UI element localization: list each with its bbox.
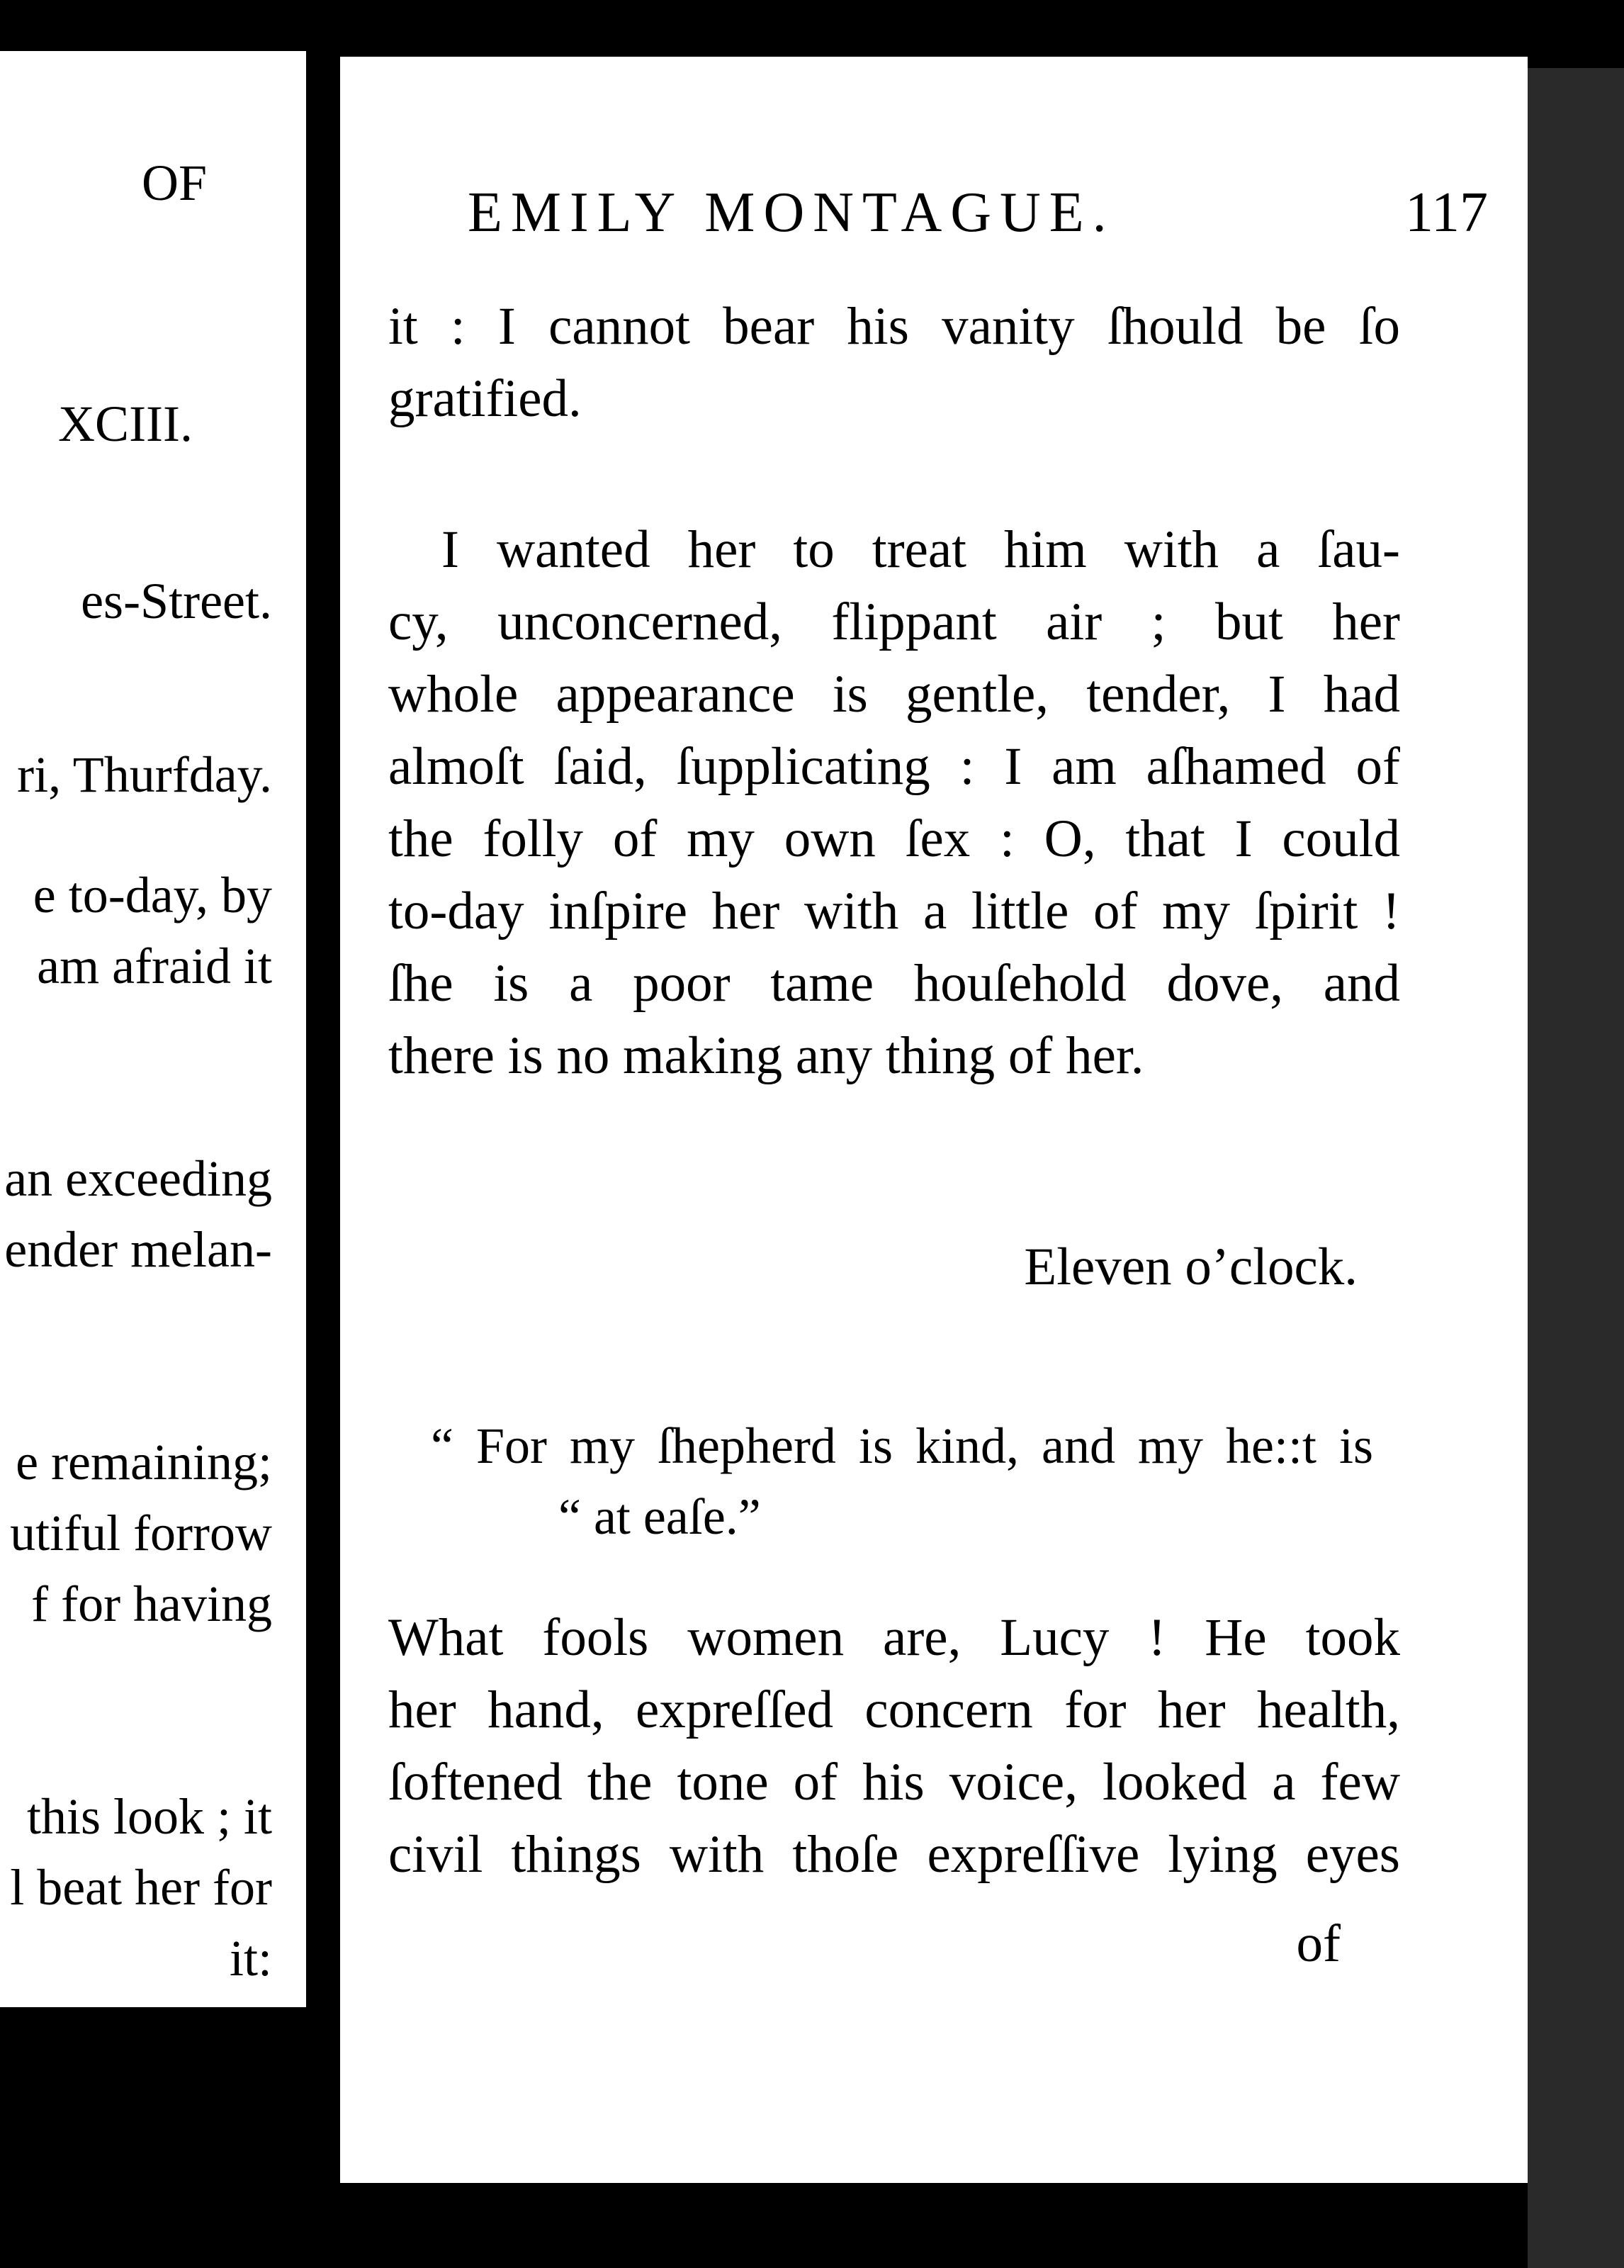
left-fragment-line: this look ; it [26,1788,272,1845]
verse-quotation [431,1410,1373,1552]
text-line: almoſt ſaid, ſupplicating : I am aſhamed of [388,737,1400,796]
text-line: her hand, expreſſed concern for her health, [388,1680,1400,1739]
left-fragment-line: it: [229,1930,272,1987]
text-line: What fools women are, Lucy ! He took [388,1608,1400,1667]
text-line: whole appearance is gentle, tender, I had [388,665,1400,724]
page-header [468,181,1488,266]
text-line: gratified. [388,369,582,428]
text-line: ſoftened the tone of his voice, looked a few [388,1753,1400,1812]
text-line: the folly of my own ſex : O, that I could [388,809,1400,868]
left-page [0,51,306,2007]
left-fragment-chapter: XCIII. [58,395,193,452]
left-fragment-date: ri, Thurfday. [17,746,272,803]
paragraph [388,514,1400,1092]
left-fragment-line: f for having [31,1576,272,1632]
left-fragment-street: es-Street. [81,573,272,629]
left-fragment-line: an exceeding [4,1150,272,1207]
left-fragment-line: utiful forrow [10,1505,272,1561]
text-line: civil things with thoſe expreſſive lying eyes [388,1825,1400,1884]
text-line: ſhe is a poor tame houſehold dove, and [388,954,1400,1013]
text-line: I wanted her to treat him with a ſau- [441,520,1400,579]
catchword: of [1296,1914,1341,1973]
left-fragment-line: ender melan- [4,1221,272,1278]
text-line: to-day inſpire her with a little of my ſpirit ! [388,882,1400,941]
text-line: cy, unconcerned, flippant air ; but her [388,593,1400,651]
right-page [340,57,1528,2183]
paragraph [388,291,1400,435]
verse-line: “ at eaſe.” [558,1488,761,1545]
left-fragment-line: l beat her for [10,1859,272,1916]
left-fragment-line: am afraid it [37,938,272,994]
left-fragment-line: e to-day, by [33,867,272,924]
paragraph [388,1602,1400,1891]
text-line: there is no making any thing of her. [388,1026,1144,1085]
left-fragment-line: e remaining; [16,1434,272,1491]
page-number: 117 [1404,181,1488,244]
running-title: EMILY MONTAGUE. [468,181,1115,244]
verse-line: “ For my ſhepherd is kind, and my he::t is [431,1418,1373,1474]
letter-timestamp: Eleven o’clock. [1024,1237,1358,1296]
left-fragment-of: OF [141,155,207,211]
book-edge [1528,68,1624,2268]
text-line: it : I cannot bear his vanity ſhould be ſo [388,297,1400,356]
